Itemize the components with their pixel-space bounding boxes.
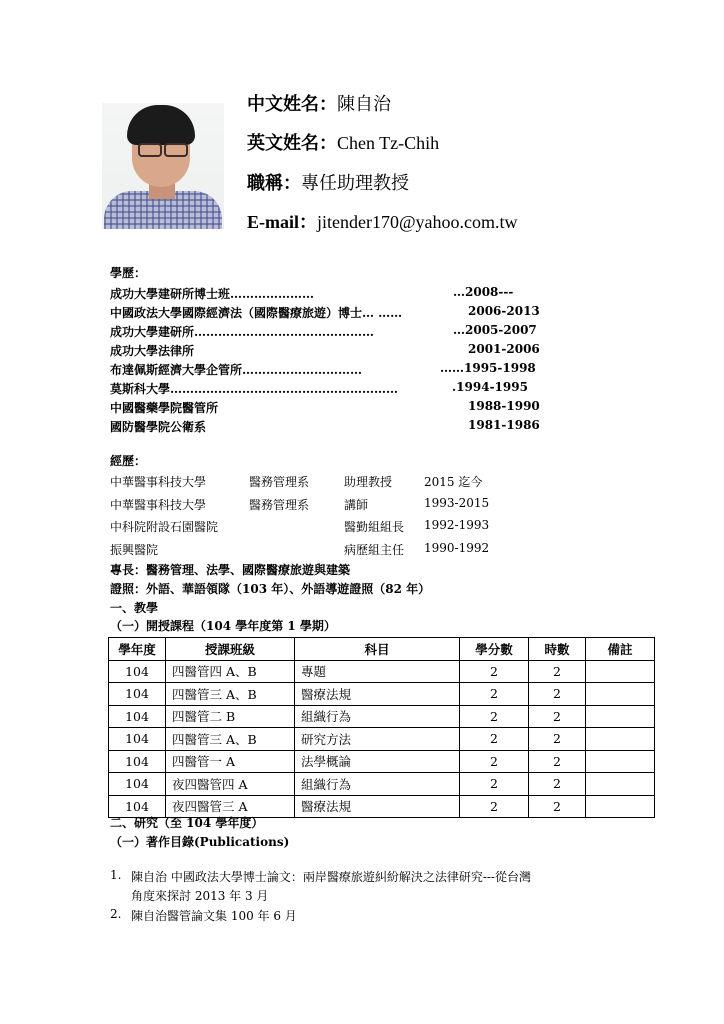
- name-cn-label: 中文姓名：: [247, 94, 337, 115]
- name-cn: 陳自治: [337, 94, 391, 115]
- education-school: 成功大學建研所博士班…………………: [110, 287, 315, 301]
- certificates-line: 證照：外語、華語領隊（103 年）、外語導遊證照（82 年）: [110, 582, 431, 596]
- experience-role: 講師: [344, 498, 369, 512]
- education-years: 1988-1990: [468, 399, 540, 413]
- cell-subject: 專題: [295, 660, 460, 683]
- col-header: 科目: [295, 638, 460, 661]
- table-row: [109, 728, 655, 751]
- experience-heading: 經歷：: [110, 454, 147, 468]
- cell-class: 四醫管二 B: [166, 705, 295, 728]
- cell-year: 104: [109, 728, 166, 751]
- cell-class: 四醫管三 A、B: [166, 683, 295, 706]
- table-row: [109, 773, 655, 796]
- education-years: 2006-2013: [468, 304, 540, 318]
- experience-org: 振興醫院: [110, 543, 159, 557]
- education-years: 2001-2006: [468, 342, 540, 356]
- cell-notes: [586, 750, 655, 773]
- education-school: 成功大學法律所: [110, 344, 195, 358]
- education-years: .1994-1995: [452, 380, 528, 394]
- cell-class: 四醫管一 A: [166, 750, 295, 773]
- name-cn-line: [247, 90, 391, 116]
- experience-years: 1990-1992: [424, 541, 490, 555]
- experience-org: 中華醫事科技大學: [110, 475, 207, 489]
- table-row: [109, 705, 655, 728]
- publications-heading: （一）著作目錄(Publications): [110, 835, 290, 849]
- cell-credits: 2: [460, 750, 529, 773]
- experience-years: 2015 迄今: [424, 475, 483, 489]
- cell-class: 四醫管四 A、B: [166, 660, 295, 683]
- col-header: 時數: [529, 638, 586, 661]
- publication-line: 陳自治 中國政法大學博士論文：兩岸醫療旅遊糾紛解決之法律研究---從台灣: [131, 870, 531, 884]
- publication-line: 陳自治醫管論文集 100 年 6 月: [131, 909, 297, 923]
- cell-credits: 2: [460, 728, 529, 751]
- education-years: 1981-1986: [468, 418, 540, 432]
- profile-photo: [102, 103, 224, 229]
- cell-class: 夜四醫管三 A: [166, 795, 295, 818]
- experience-dept: 醫務管理系: [249, 498, 310, 512]
- email-label: E-mail：: [247, 212, 317, 232]
- cell-credits: 2: [460, 660, 529, 683]
- name-en: Chen Tz-Chih: [337, 133, 440, 153]
- col-header: 授課班級: [166, 638, 295, 661]
- publication-number: 2.: [110, 907, 122, 921]
- cell-credits: 2: [460, 683, 529, 706]
- cell-subject: 醫療法規: [295, 683, 460, 706]
- cell-subject: 組織行為: [295, 705, 460, 728]
- education-school: 莫斯科大學…………………………………………………: [110, 382, 399, 396]
- publication-line: 角度來探討 2013 年 3 月: [131, 889, 269, 903]
- experience-role: 助理教授: [344, 475, 393, 489]
- education-years: …2005-2007: [453, 323, 537, 337]
- cell-class: 四醫管三 A、B: [166, 728, 295, 751]
- specialty-line: 專長：醫務管理、法學、國際醫療旅遊與建築: [110, 563, 351, 577]
- experience-role: 醫勤組組長: [344, 520, 405, 534]
- email-value: jitender170@yahoo.com.tw: [317, 212, 518, 232]
- cell-class: 夜四醫管四 A: [166, 773, 295, 796]
- teaching-heading: 一、教學: [110, 601, 159, 615]
- cell-subject: 研究方法: [295, 728, 460, 751]
- experience-years: 1992-1993: [424, 518, 490, 532]
- cell-credits: 2: [460, 795, 529, 818]
- name-en-label: 英文姓名：: [247, 133, 337, 154]
- experience-dept: 醫務管理系: [249, 475, 310, 489]
- cell-notes: [586, 705, 655, 728]
- cell-hours: 2: [529, 728, 586, 751]
- title-line: [247, 169, 409, 195]
- cell-hours: 2: [529, 683, 586, 706]
- cell-year: 104: [109, 773, 166, 796]
- table-header-row: [109, 638, 655, 661]
- cell-hours: 2: [529, 705, 586, 728]
- cell-subject: 法學概論: [295, 750, 460, 773]
- experience-years: 1993-2015: [424, 496, 490, 510]
- cell-year: 104: [109, 683, 166, 706]
- experience-org: 中科院附設石園醫院: [110, 520, 219, 534]
- table-row: [109, 750, 655, 773]
- cell-notes: [586, 795, 655, 818]
- education-school: 中國政法大學國際經濟法（國際醫療旅遊）博士… ……: [110, 306, 403, 320]
- name-en-line: [247, 129, 439, 155]
- education-school: 布達佩斯經濟大學企管所…………………………: [110, 363, 363, 377]
- education-years: …2008---: [453, 285, 514, 299]
- cell-hours: 2: [529, 660, 586, 683]
- cell-notes: [586, 728, 655, 751]
- cell-subject: 組織行為: [295, 773, 460, 796]
- cell-hours: 2: [529, 750, 586, 773]
- title-label: 職稱：: [247, 173, 301, 194]
- courses-table: [108, 637, 655, 818]
- cell-year: 104: [109, 660, 166, 683]
- cell-year: 104: [109, 750, 166, 773]
- cell-credits: 2: [460, 705, 529, 728]
- education-years: ……1995-1998: [440, 361, 536, 375]
- title-value: 專任助理教授: [301, 173, 409, 194]
- education-school: 成功大學建研所………………………………………: [110, 325, 375, 339]
- cell-hours: 2: [529, 795, 586, 818]
- cell-credits: 2: [460, 773, 529, 796]
- courses-heading: （一）開授課程（104 學年度第 1 學期）: [110, 619, 336, 633]
- experience-org: 中華醫事科技大學: [110, 498, 207, 512]
- cell-hours: 2: [529, 773, 586, 796]
- research-heading: 二、研究（至 104 學年度）: [110, 816, 264, 830]
- email-line: [247, 208, 518, 234]
- col-header: 學分數: [460, 638, 529, 661]
- cell-notes: [586, 773, 655, 796]
- cell-notes: [586, 683, 655, 706]
- cell-year: 104: [109, 795, 166, 818]
- table-row: [109, 683, 655, 706]
- publication-number: 1.: [110, 868, 122, 882]
- col-header: 備註: [586, 638, 655, 661]
- education-school: 國防醫學院公衛系: [110, 420, 207, 434]
- cell-year: 104: [109, 705, 166, 728]
- cell-subject: 醫療法規: [295, 795, 460, 818]
- experience-role: 病歷組主任: [344, 543, 405, 557]
- education-heading: 學歷：: [110, 266, 147, 280]
- cell-notes: [586, 660, 655, 683]
- education-school: 中國醫藥學院醫管所: [110, 401, 219, 415]
- table-row: [109, 660, 655, 683]
- col-header: 學年度: [109, 638, 166, 661]
